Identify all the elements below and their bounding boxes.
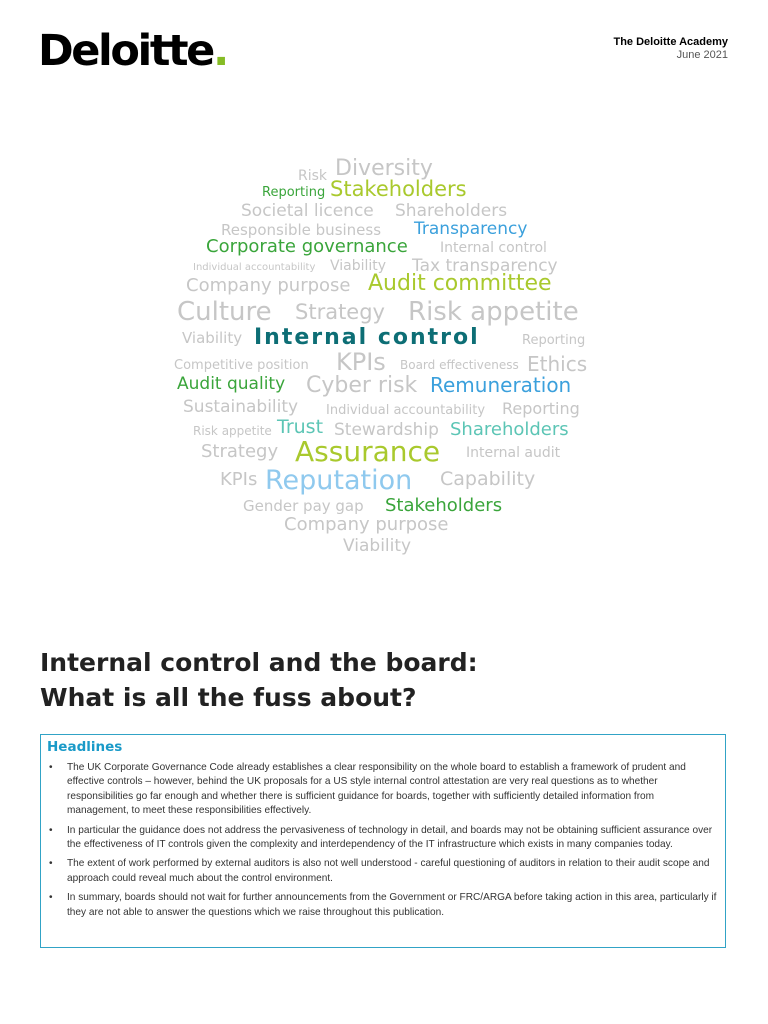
cloud-word: Company purpose bbox=[186, 275, 351, 296]
cloud-word: Risk bbox=[298, 168, 328, 184]
logo-green-dot: . bbox=[212, 26, 227, 76]
title-line-2: What is all the fuss about? bbox=[40, 683, 417, 712]
logo-wordmark: Deloitte bbox=[38, 26, 213, 76]
headlines-box bbox=[40, 734, 726, 948]
cloud-word: Responsible business bbox=[221, 221, 382, 239]
publication-date: June 2021 bbox=[676, 49, 728, 61]
cloud-word: Competitive position bbox=[174, 358, 309, 373]
cloud-word: Capability bbox=[440, 468, 536, 490]
cloud-word: Corporate governance bbox=[206, 236, 408, 257]
cloud-word: Internal audit bbox=[466, 445, 561, 461]
title-line-1: Internal control and the board: bbox=[40, 648, 478, 677]
cloud-word: Viability bbox=[182, 329, 243, 347]
cloud-word: Culture bbox=[177, 297, 272, 327]
cloud-word: Strategy bbox=[201, 441, 279, 462]
cloud-word: KPIs bbox=[220, 469, 258, 490]
cloud-word: Company purpose bbox=[284, 514, 449, 535]
cloud-word: Individual accountability bbox=[326, 403, 486, 418]
cloud-word: Diversity bbox=[335, 156, 433, 181]
cloud-word: Tax transparency bbox=[412, 256, 558, 276]
cloud-word: Strategy bbox=[295, 300, 385, 324]
cloud-word: Shareholders bbox=[395, 201, 508, 221]
cloud-word: Risk appetite bbox=[193, 424, 272, 438]
headline-item: • The UK Corporate Governance Code already establishes a clear responsibility on the whole board to establish a framework of prudent and effective controls – however, behind the UK proposals for a US style internal control attestation are very real questions as to whether responsibilities go far enough and whether there is sufficient guidance for boards, together with sufficiently detailed information from management, to meet these responsibilities effectively. bbox=[47, 761, 717, 819]
cloud-word: Board effectiveness bbox=[400, 358, 519, 372]
headline-item: • In summary, boards should not wait for further announcements from the Government or FRC/ARGA before taking action in this area, particularly if they are not able to answer the questions which we raise throughout this publication. bbox=[47, 891, 717, 920]
cloud-word: Reporting bbox=[502, 399, 580, 418]
cloud-word: Stakeholders bbox=[385, 495, 503, 516]
cloud-word: Transparency bbox=[414, 219, 528, 239]
cloud-word: Internal control bbox=[254, 325, 480, 350]
cloud-word: Viability bbox=[343, 536, 412, 556]
cloud-word: Trust bbox=[277, 416, 324, 438]
cloud-word: Gender pay gap bbox=[243, 497, 364, 515]
cloud-word: Stakeholders bbox=[330, 177, 467, 201]
cloud-word: Assurance bbox=[295, 435, 441, 468]
cloud-word: Stewardship bbox=[334, 420, 439, 440]
cloud-word: Cyber risk bbox=[306, 373, 418, 398]
cloud-word: Sustainability bbox=[183, 397, 299, 417]
cloud-word: KPIs bbox=[336, 348, 386, 376]
cloud-word: Reporting bbox=[522, 333, 586, 348]
cloud-word: Ethics bbox=[527, 352, 588, 376]
headlines-heading: Headlines bbox=[47, 739, 123, 755]
headline-item: • In particular the guidance does not address the pervasiveness of technology in detail, and boards may not be obtaining sufficient assurance over the effectiveness of IT controls given the complexity and interdependency of the IT infrastructure which exists in many companies today. bbox=[47, 824, 717, 853]
cloud-word: Audit quality bbox=[177, 374, 286, 394]
cloud-word: Internal control bbox=[440, 240, 547, 256]
cloud-word: Audit committee bbox=[368, 271, 552, 296]
headline-item: • The extent of work performed by external auditors is also not well understood - careful questioning of auditors in relation to their audit scope and approach could reveal much about the control environment. bbox=[47, 857, 717, 886]
cloud-word: Reporting bbox=[262, 185, 326, 200]
academy-name: The Deloitte Academy bbox=[613, 36, 728, 48]
cloud-word: Risk appetite bbox=[408, 297, 579, 327]
cloud-word: Reputation bbox=[265, 465, 413, 496]
cloud-word: Viability bbox=[330, 258, 387, 274]
cloud-word: Societal licence bbox=[241, 201, 374, 221]
headlines-list bbox=[47, 761, 717, 920]
cloud-word: Individual accountability bbox=[193, 262, 316, 273]
cloud-word: Shareholders bbox=[450, 419, 569, 440]
page-title bbox=[40, 645, 478, 715]
cloud-word: Remuneration bbox=[430, 373, 572, 397]
